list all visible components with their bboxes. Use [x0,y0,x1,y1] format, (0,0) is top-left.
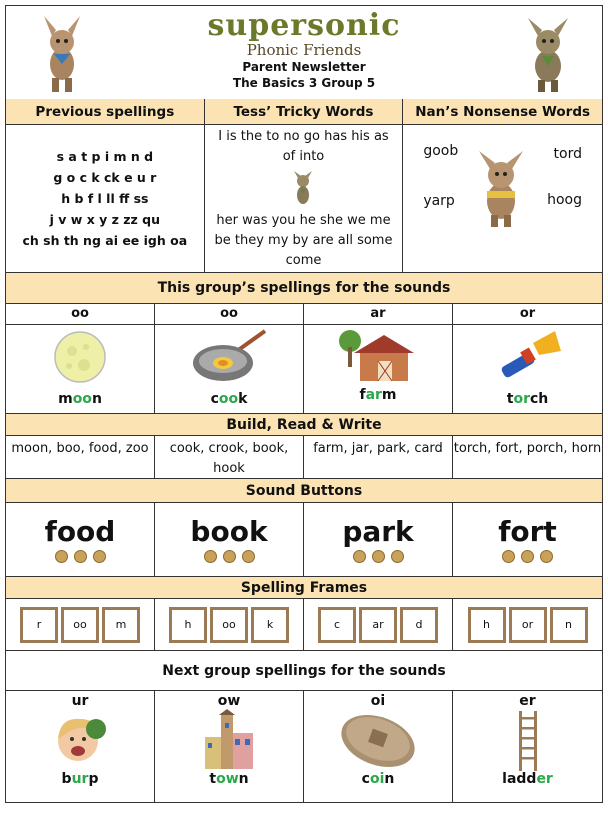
sound-button-dot-icon [204,550,217,563]
nonsense-word: goob [423,143,459,159]
nonsense-word: yarp [423,193,455,209]
sound-word [62,771,99,787]
sound-button-dot-icon [74,550,87,563]
frame-box: d [400,607,438,643]
spelling-line: j v w x y z zz qu [49,212,160,227]
next-group-section [6,691,602,802]
word-highlight: oo [72,391,92,407]
newsletter-label: Parent Newsletter [242,60,366,74]
previous-spellings [6,125,205,272]
sound-word [155,391,303,407]
word-part: f [359,387,366,403]
town-icon [199,709,259,771]
sound-label: oi [370,693,386,709]
word-part: c [361,771,370,787]
word-part: m [381,387,397,403]
nonsense-word: tord [553,146,582,162]
sound-button-dots [55,550,106,563]
frame-box: m [102,607,140,643]
tricky-words [205,125,404,272]
spelling-line: h b f l ll ff ss [61,191,149,206]
ladder-icon [513,709,543,771]
sound-card [155,304,304,413]
sound-card [304,304,453,413]
group-spellings [6,304,602,414]
sound-card [6,304,155,413]
sound-button-dots [353,550,404,563]
farm-barn-icon [304,329,452,385]
sound-button-dot-icon [391,550,404,563]
girl-burp-icon [50,709,110,771]
sound-button-dot-icon [353,550,366,563]
sound-label: ow [217,693,241,709]
group-label: The Basics 3 Group 5 [232,76,376,90]
word-part: t [506,391,514,407]
word-part: p [88,771,99,787]
next-group-title: Next group spellings for the sounds [6,651,602,691]
frame-box: h [468,607,506,643]
build-title: Build, Read & Write [6,414,602,436]
word-part: k [238,391,248,407]
nonsense-words [403,125,602,272]
sound-button-dot-icon [540,550,553,563]
sound-label: ur [71,693,89,709]
sound-label: or [453,304,602,325]
word-part: b [61,771,72,787]
words-section [6,125,602,273]
tricky-words-heading: Tess’ Tricky Words [205,99,404,124]
spelling-line: s a t p i m n d [56,149,154,164]
sound-word [6,391,154,407]
sound-button-dot-icon [223,550,236,563]
frame-box: r [20,607,58,643]
spelling-line: ch sh th ng ai ee igh oa [22,233,188,248]
word-highlight: er [536,771,553,787]
word-part: ch [529,391,549,407]
nonsense-word: hoog [547,192,582,208]
column-headers [6,99,602,125]
spelling-frame [453,599,602,650]
word-part: ladd [502,771,537,787]
sound-button-dot-icon [502,550,515,563]
sound-button-card [6,503,155,576]
tricky-words-top: I is the to no go has his as of into [218,128,389,164]
sound-label: oo [6,304,154,325]
sound-button-dot-icon [55,550,68,563]
sound-card [304,691,453,802]
frame-box: n [550,607,588,643]
sound-word [453,391,602,407]
spelling-frames-title: Spelling Frames [6,577,602,599]
sound-word [209,771,248,787]
frame-box: or [509,607,547,643]
word-part: n [384,771,395,787]
cooking-pan-icon [155,329,303,385]
sound-button-dots [502,550,553,563]
frame-box: oo [61,607,99,643]
word-part: n [91,391,102,407]
sound-button-dot-icon [521,550,534,563]
spelling-frame [6,599,155,650]
sound-button-card [155,503,304,576]
nonsense-words-heading: Nan’s Nonsense Words [415,103,591,120]
sound-button-card [304,503,453,576]
sound-button-word: park [342,515,414,548]
word-highlight: oi [369,771,385,787]
word-highlight: oo [218,391,239,407]
word-part: n [238,771,249,787]
mascot-icon [34,14,90,96]
word-highlight: ur [71,771,89,787]
brand-title: supersonic [207,8,401,43]
word-highlight: or [513,391,530,407]
frame-box: h [169,607,207,643]
sound-card [6,691,155,802]
coin-icon [336,709,420,771]
build-words: cook, crook, book, hook [155,436,304,478]
sound-button-dots [204,550,255,563]
newsletter [5,5,603,803]
frame-box: c [318,607,356,643]
word-part: c [210,391,219,407]
frame-box: oo [210,607,248,643]
build-section [6,436,602,479]
sound-word [362,771,395,787]
frame-box: ar [359,607,397,643]
build-words: torch, fort, porch, horn [453,441,602,456]
mascot-icon [292,171,314,207]
spelling-frame [155,599,304,650]
brand-subtitle: Phonic Friends [246,41,362,59]
sound-buttons-section [6,503,602,577]
sound-button-dot-icon [372,550,385,563]
sound-button-dot-icon [93,550,106,563]
mascot-icon [471,151,531,229]
sound-word [304,387,452,403]
word-highlight: ar [365,387,382,403]
spelling-frames-section [6,599,602,651]
build-words: farm, jar, park, card [304,436,453,478]
sound-button-word: book [190,515,268,548]
header [6,8,602,101]
sound-label: ar [304,304,452,325]
sound-button-card [453,503,602,576]
tricky-words-bottom: her was you he she we me be they my by are all some come [214,212,393,268]
mascot-icon [520,14,576,96]
sound-button-dot-icon [242,550,255,563]
sound-card [155,691,304,802]
sound-label: er [519,693,536,709]
frame-box: k [251,607,289,643]
sound-buttons-title: Sound Buttons [6,479,602,503]
torch-icon [453,329,602,385]
build-words: moon, boo, food, zoo [6,436,155,478]
spelling-frame [304,599,453,650]
word-part: m [58,391,73,407]
previous-spellings-heading: Previous spellings [6,99,205,124]
spelling-line: g o c k ck e u r [53,170,157,185]
moon-icon [6,329,154,385]
word-part: t [209,771,217,787]
sound-button-word: fort [498,515,557,548]
sound-label: oo [155,304,303,325]
sound-card [453,304,602,413]
sound-word [502,771,553,787]
group-spellings-title: This group’s spellings for the sounds [6,273,602,304]
sound-card [453,691,602,802]
sound-button-word: food [44,515,116,548]
word-highlight: ow [216,771,239,787]
